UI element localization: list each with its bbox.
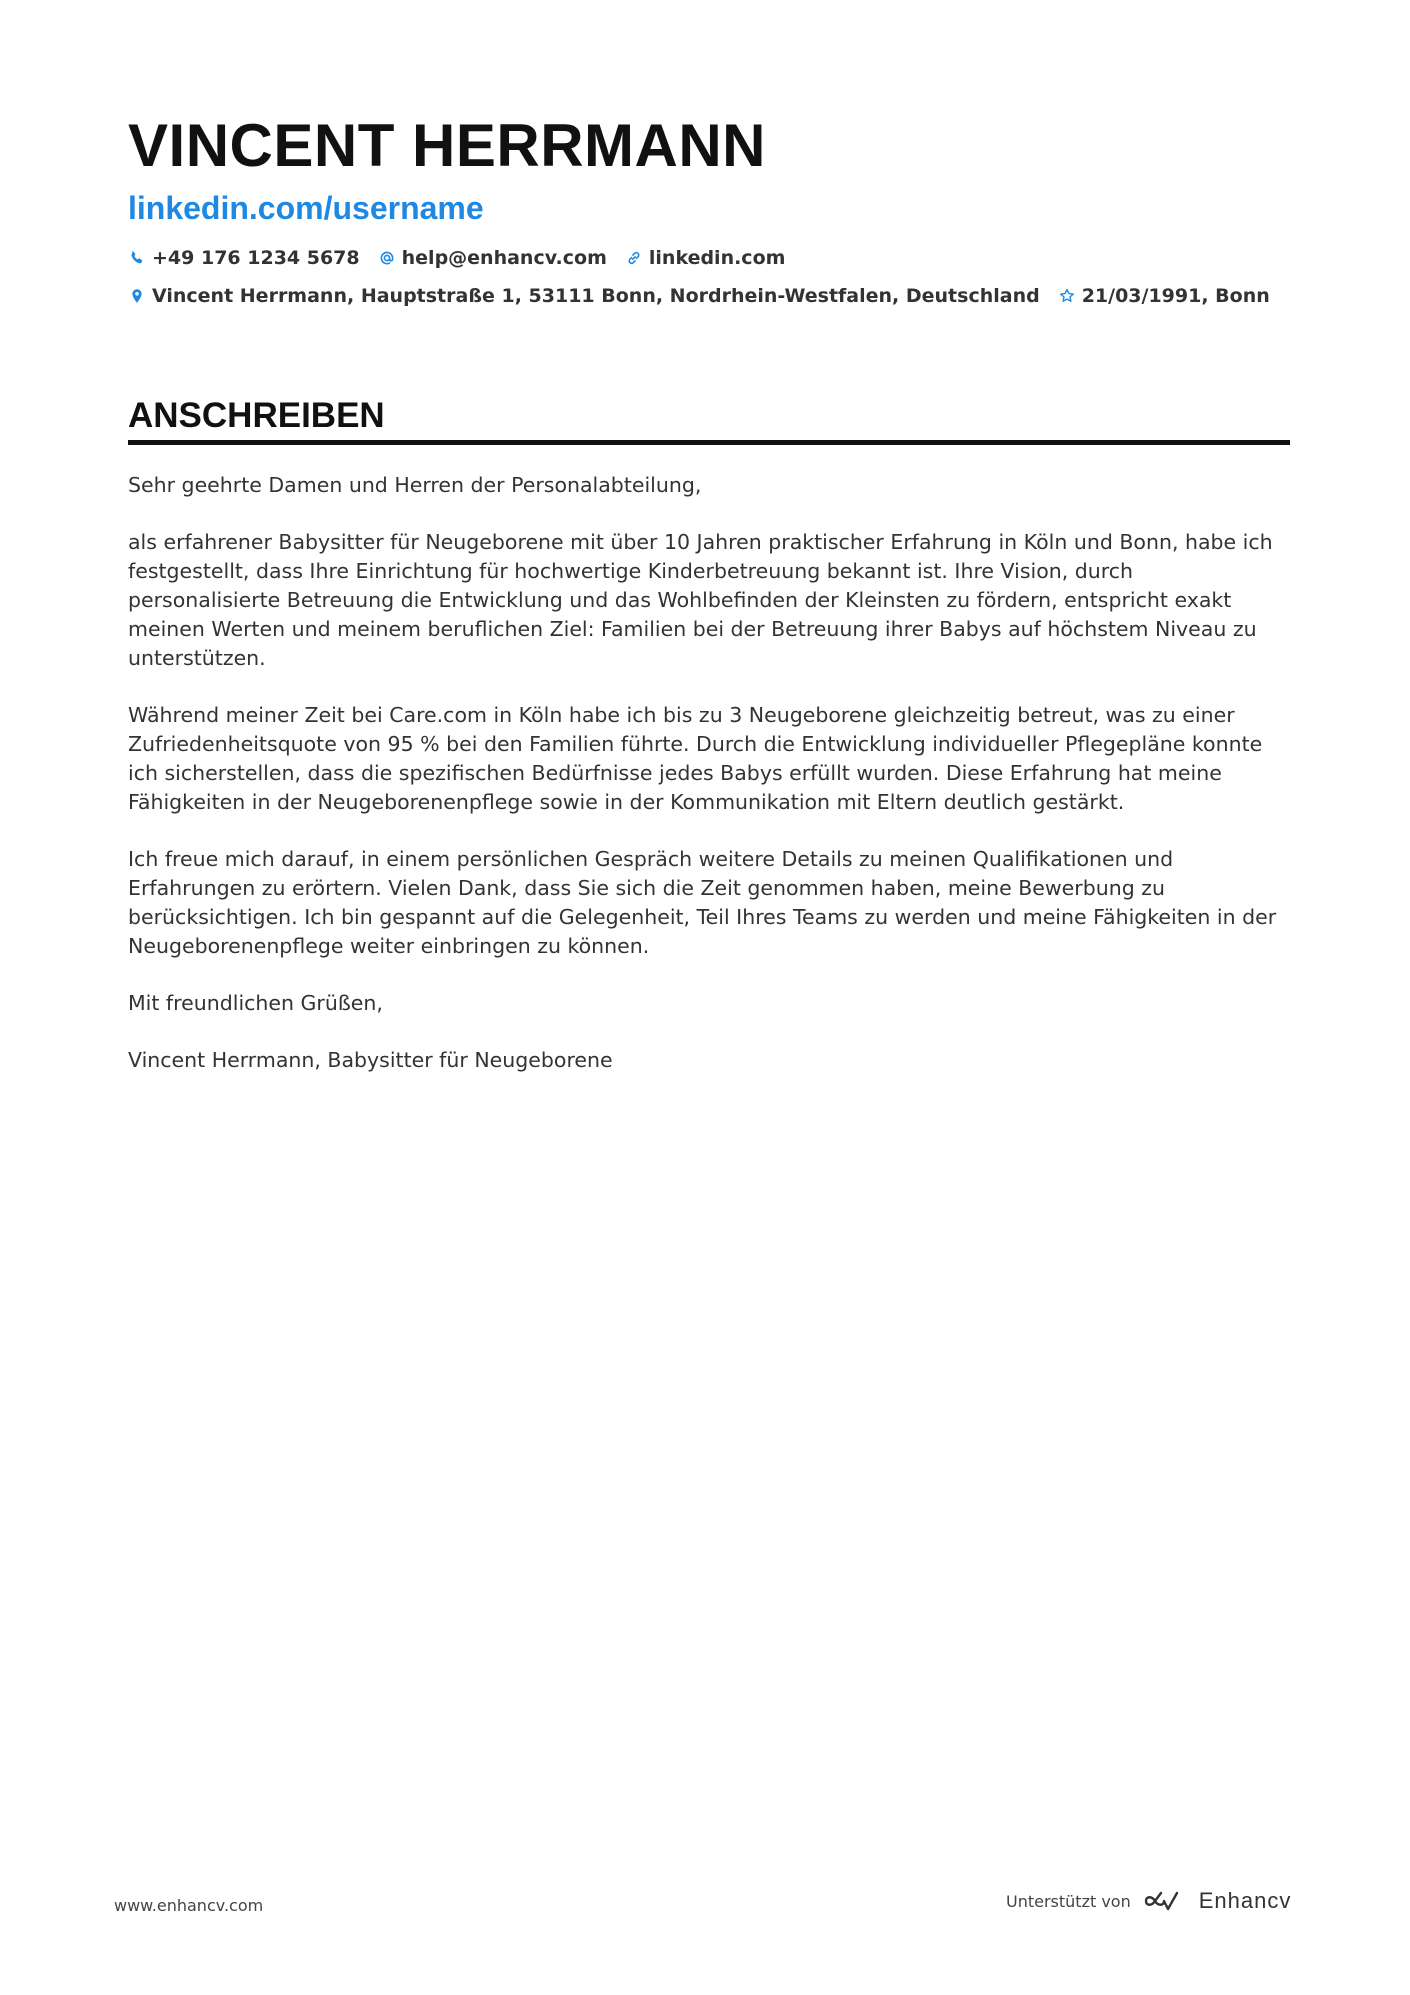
- letter-paragraph: als erfahrener Babysitter für Neugeborene mit über 10 Jahren praktischer Erfahrung in Köln und Bonn, habe ich festgestellt, dass Ihre Einrichtung für hochwertige Kinderbetreuung bekannt ist. Ihre Vision, durch personalisierte Betreuung die Entwicklung und das Wohlbefinden der Kleinsten zu fördern, entspricht exakt meinen Werten und meinem beruflichen Ziel: Familien bei der Betreuung ihrer Babys auf höchstem Niveau zu unterstützen.: [128, 530, 1273, 670]
- contact-row-primary: [128, 246, 1290, 270]
- contact-email[interactable]: [378, 246, 607, 270]
- footer-website-link[interactable]: www.enhancv.com: [114, 1896, 264, 1915]
- letter-greeting: Sehr geehrte Damen und Herren der Personalabteilung,: [128, 473, 702, 497]
- contact-birthdate: [1058, 284, 1270, 308]
- footer-branding[interactable]: [1006, 1888, 1291, 1914]
- brand-name: Enhancv: [1198, 1888, 1292, 1913]
- phone-text: +49 176 1234 5678: [152, 247, 360, 269]
- powered-by-label: Unterstützt von: [1006, 1891, 1131, 1911]
- header-subtitle-link[interactable]: linkedin.com/username: [128, 190, 484, 226]
- letter-signature: Vincent Herrmann, Babysitter für Neugeborene: [128, 1048, 613, 1072]
- contact-row-secondary: [128, 284, 1290, 308]
- location-pin-icon: [128, 287, 146, 305]
- contact-phone[interactable]: [128, 246, 360, 270]
- candidate-name: VINCENT HERRMANN: [128, 112, 766, 179]
- address-text: Vincent Herrmann, Hauptstraße 1, 53111 Bonn, Nordrhein-Westfalen, Deutschland: [152, 285, 1040, 307]
- contact-address: [128, 284, 1040, 308]
- linkedin-text: linkedin.com: [648, 247, 786, 269]
- phone-icon: [128, 249, 146, 267]
- at-icon: [378, 249, 396, 267]
- birthdate-text: 21/03/1991, Bonn: [1081, 285, 1270, 307]
- enhancv-logo-icon: [1143, 1889, 1189, 1913]
- letter-paragraph: Während meiner Zeit bei Care.com in Köln habe ich bis zu 3 Neugeborene gleichzeitig betreut, was zu einer Zufriedenheitsquote von 95 % bei den Familien führte. Durch die Entwicklung individueller Pflegepläne konnte ich sicherstellen, dass die spezifischen Bedürfnisse jedes Babys erfüllt wurden. Diese Erfahrung hat meine Fähigkeiten in der Neugeborenenpflege sowie in der Kommunikation mit Eltern deutlich gestärkt.: [128, 703, 1263, 814]
- contact-linkedin[interactable]: [625, 246, 786, 270]
- section-title: ANSCHREIBEN: [128, 396, 1290, 445]
- cover-letter-page: [128, 110, 1290, 1103]
- email-text: help@enhancv.com: [401, 247, 607, 269]
- link-icon: [625, 249, 643, 267]
- letter-body: [128, 471, 1290, 1075]
- letter-paragraph: Ich freue mich darauf, in einem persönlichen Gespräch weitere Details zu meinen Qualifikationen und Erfahrungen zu erörtern. Vielen Dank, dass Sie sich die Zeit genommen haben, meine Bewerbung zu berücksichtigen. Ich bin gespannt auf die Gelegenheit, Teil Ihres Teams zu werden und meine Fähigkeiten in der Neugeborenenpflege weiter einbringen zu können.: [128, 847, 1277, 958]
- letter-closing: Mit freundlichen Grüßen,: [128, 991, 383, 1015]
- star-icon: [1058, 287, 1076, 305]
